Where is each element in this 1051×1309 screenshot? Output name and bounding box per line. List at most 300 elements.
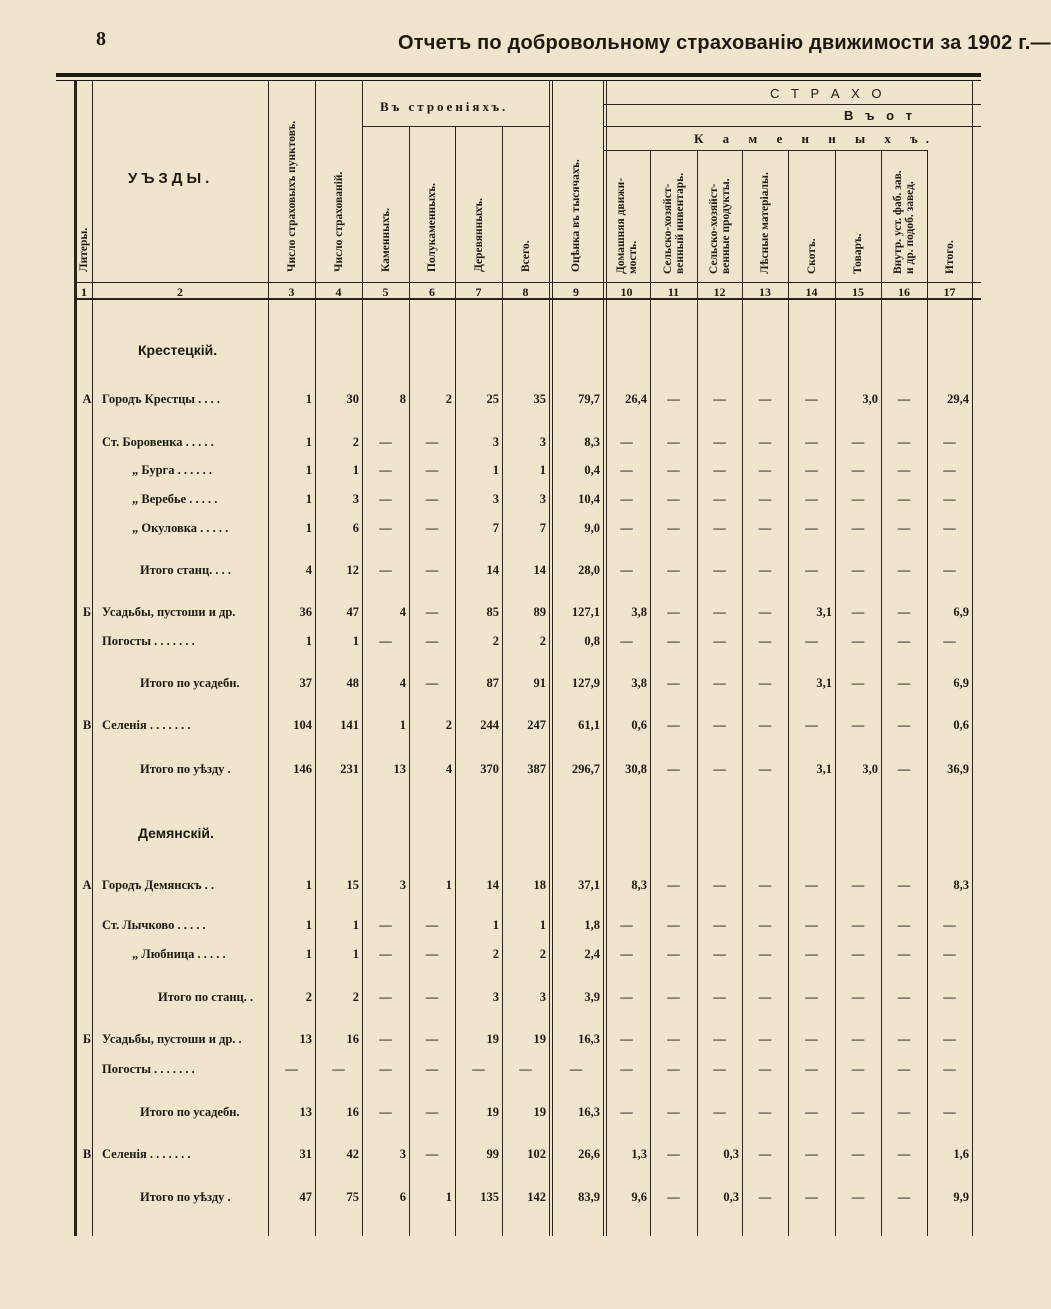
table-cell: — bbox=[713, 392, 726, 406]
table-cell: 75 bbox=[346, 1190, 359, 1204]
header-text-line: Литеры. bbox=[78, 227, 90, 272]
table-cell: — bbox=[425, 1147, 439, 1161]
header-text-line: венные продукты. bbox=[719, 178, 732, 274]
table-cell: — bbox=[713, 990, 726, 1004]
table-cell: — bbox=[943, 1032, 956, 1046]
table-cell: — bbox=[425, 492, 439, 506]
table-cell: — bbox=[758, 918, 772, 932]
table-row bbox=[76, 521, 981, 537]
row-label: Городъ Демянскъ . . bbox=[102, 878, 214, 892]
row-label: Итого по станц. . bbox=[158, 990, 254, 1004]
table-cell: — bbox=[758, 392, 772, 406]
table-cell: 0,3 bbox=[723, 1190, 739, 1204]
header-rule-stroeniya bbox=[362, 126, 549, 127]
table-cell: 61,1 bbox=[578, 718, 600, 732]
table-cell: — bbox=[851, 463, 865, 477]
table-cell: — bbox=[620, 435, 633, 449]
table-row bbox=[76, 878, 981, 894]
table-row bbox=[76, 392, 981, 408]
header-text-line: Итого. bbox=[943, 240, 956, 274]
table-cell: 29,4 bbox=[947, 392, 969, 406]
row-label: Ст. Лычково . . . . . bbox=[102, 918, 206, 932]
row-label: „ Любница . . . . . bbox=[132, 947, 226, 961]
row-litera: Б bbox=[82, 1032, 92, 1046]
table-cell: 3 bbox=[352, 492, 359, 506]
table-cell: 1 bbox=[305, 463, 312, 477]
row-label: Итого по усадебн. bbox=[140, 676, 240, 690]
table-cell: 141 bbox=[340, 718, 359, 732]
table-cell: 3,9 bbox=[584, 990, 600, 1004]
column-number: 13 bbox=[759, 285, 771, 299]
table-cell: 19 bbox=[533, 1105, 546, 1119]
row-label: „ Бурга . . . . . . bbox=[132, 463, 212, 477]
table-row bbox=[76, 1147, 981, 1163]
table-cell: 3 bbox=[399, 1147, 406, 1161]
table-row bbox=[76, 762, 981, 778]
table-cell: 3 bbox=[492, 435, 499, 449]
table-cell: — bbox=[943, 435, 956, 449]
table-cell: — bbox=[805, 463, 818, 477]
table-cell: — bbox=[897, 1032, 911, 1046]
table-cell: — bbox=[425, 1062, 439, 1076]
column-number: 9 bbox=[573, 285, 579, 299]
table-cell: — bbox=[379, 634, 392, 648]
table-cell: 2,4 bbox=[584, 947, 600, 961]
table-cell: 2 bbox=[492, 947, 499, 961]
table-cell: — bbox=[897, 605, 911, 619]
table-cell: — bbox=[805, 392, 818, 406]
row-label: Итого по усадебн. bbox=[140, 1105, 240, 1119]
table-row bbox=[76, 676, 981, 692]
row-label: Селенія . . . . . . . bbox=[102, 718, 191, 732]
table-cell: 2 bbox=[492, 634, 499, 648]
table-cell: 14 bbox=[533, 563, 546, 577]
table-cell: — bbox=[897, 1147, 911, 1161]
table-cell: 1 bbox=[305, 435, 312, 449]
row-label: Ст. Боровенка . . . . . bbox=[102, 435, 214, 449]
table-cell: 3,1 bbox=[816, 762, 832, 776]
table-cell: — bbox=[713, 521, 726, 535]
table-cell: — bbox=[425, 521, 439, 535]
table-cell: 85 bbox=[486, 605, 499, 619]
table-cell: — bbox=[897, 947, 911, 961]
table-cell: — bbox=[805, 634, 818, 648]
table-cell: — bbox=[805, 1147, 818, 1161]
table-cell: — bbox=[758, 1190, 772, 1204]
table-cell: 2 bbox=[445, 718, 452, 732]
header-text-line: Число страхованій. bbox=[332, 171, 345, 272]
table-cell: — bbox=[569, 1062, 583, 1076]
table-cell: 1 bbox=[445, 878, 452, 892]
table-cell: 1 bbox=[539, 463, 546, 477]
table-cell: 28,0 bbox=[578, 563, 600, 577]
table-cell: 13 bbox=[299, 1105, 312, 1119]
row-litera: В bbox=[82, 718, 92, 732]
row-litera: А bbox=[82, 392, 92, 406]
table-cell: — bbox=[667, 435, 680, 449]
table-cell: — bbox=[379, 521, 392, 535]
row-label: „ Веребье . . . . . bbox=[132, 492, 218, 506]
table-cell: — bbox=[943, 1062, 956, 1076]
table-row bbox=[76, 1190, 981, 1206]
table-cell: — bbox=[667, 718, 680, 732]
table-cell: 2 bbox=[305, 990, 312, 1004]
table-cell: — bbox=[667, 947, 680, 961]
table-cell: 370 bbox=[480, 762, 499, 776]
table-cell: — bbox=[805, 1105, 818, 1119]
table-cell: 91 bbox=[533, 676, 546, 690]
table-row bbox=[76, 1032, 981, 1048]
table-cell: 3 bbox=[492, 492, 499, 506]
table-cell: — bbox=[758, 1032, 772, 1046]
column-number: 2 bbox=[177, 285, 183, 299]
table-cell: 2 bbox=[539, 947, 546, 961]
header-kamennykh: К а м е н н ы х ъ. bbox=[694, 131, 938, 146]
table-cell: 4 bbox=[445, 762, 452, 776]
table-cell: 9,6 bbox=[631, 1190, 647, 1204]
column-number: 6 bbox=[429, 285, 435, 299]
table-cell: — bbox=[758, 1062, 772, 1076]
row-label: Погосты . . . . . . . bbox=[102, 634, 195, 648]
table-cell: 3,8 bbox=[631, 605, 647, 619]
table-cell: 1 bbox=[352, 463, 359, 477]
table-cell: 19 bbox=[486, 1032, 499, 1046]
table-cell: — bbox=[667, 521, 680, 535]
table-cell: — bbox=[897, 878, 911, 892]
table-cell: 387 bbox=[527, 762, 546, 776]
table-cell: — bbox=[713, 878, 726, 892]
table-cell: 4 bbox=[399, 676, 406, 690]
column-number: 11 bbox=[667, 285, 680, 299]
table-cell: 7 bbox=[539, 521, 546, 535]
row-label: Итого по уѣзду . bbox=[140, 762, 231, 776]
table-cell: — bbox=[758, 878, 772, 892]
column-number: 14 bbox=[805, 285, 818, 299]
table-cell: — bbox=[379, 435, 392, 449]
table-cell: — bbox=[805, 1190, 818, 1204]
table-cell: 37,1 bbox=[578, 878, 600, 892]
table-cell: — bbox=[667, 492, 680, 506]
table-row bbox=[76, 947, 981, 963]
table-cell: — bbox=[713, 563, 726, 577]
table-cell: — bbox=[667, 918, 680, 932]
table-cell: 1 bbox=[399, 718, 406, 732]
header-text-line: Внутр. уст. фаб. зав. bbox=[892, 170, 904, 274]
table-cell: — bbox=[758, 634, 772, 648]
table-cell: — bbox=[713, 918, 726, 932]
column-number: 5 bbox=[382, 285, 389, 299]
header-text-line: Число страховыхъ пунктовъ. bbox=[285, 120, 298, 272]
table-cell: — bbox=[667, 878, 680, 892]
table-row bbox=[76, 634, 981, 650]
table-row bbox=[76, 1062, 981, 1078]
table-cell: — bbox=[620, 918, 633, 932]
table-cell: — bbox=[425, 947, 439, 961]
header-text-line: Сельско-хозяйст- bbox=[707, 183, 720, 274]
table-cell: 127,1 bbox=[571, 605, 600, 619]
table-cell: 1 bbox=[352, 918, 359, 932]
column-number: 1 bbox=[81, 285, 87, 299]
table-cell: 6 bbox=[352, 521, 359, 535]
table-cell: — bbox=[897, 463, 911, 477]
table-cell: 25 bbox=[486, 392, 499, 406]
table-cell: — bbox=[897, 521, 911, 535]
table-cell: 16 bbox=[346, 1032, 359, 1046]
table-cell: 19 bbox=[486, 1105, 499, 1119]
table-cell: 1 bbox=[539, 918, 546, 932]
table-row bbox=[76, 605, 981, 621]
page-title: Отчетъ по добровольному страхованію движимости за 1902 г.— bbox=[398, 32, 1051, 54]
table-cell: — bbox=[667, 392, 680, 406]
column-number: 4 bbox=[335, 285, 342, 299]
table-cell: — bbox=[897, 392, 911, 406]
table-cell: 83,9 bbox=[578, 1190, 600, 1204]
table-cell: — bbox=[943, 947, 956, 961]
table-cell: — bbox=[758, 990, 772, 1004]
page-number: 8 bbox=[96, 28, 106, 50]
table-cell: — bbox=[713, 1032, 726, 1046]
table-row bbox=[76, 463, 981, 479]
table-cell: — bbox=[758, 676, 772, 690]
table-cell: 3 bbox=[539, 990, 546, 1004]
table-cell: — bbox=[425, 605, 439, 619]
table-cell: — bbox=[851, 718, 865, 732]
header-text-line: Скотъ. bbox=[805, 238, 818, 274]
row-label: „ Окуловка . . . . . bbox=[132, 521, 229, 535]
table-cell: 0,6 bbox=[953, 718, 969, 732]
table-cell: — bbox=[897, 918, 911, 932]
table-cell: 3 bbox=[492, 990, 499, 1004]
table-cell: 1 bbox=[445, 1190, 452, 1204]
table-cell: — bbox=[805, 1062, 818, 1076]
table-cell: 37 bbox=[299, 676, 312, 690]
table-cell: 1 bbox=[305, 947, 312, 961]
table-cell: 1,8 bbox=[584, 918, 600, 932]
row-litera: Б bbox=[82, 605, 92, 619]
table-cell: 9,9 bbox=[953, 1190, 969, 1204]
table-cell: — bbox=[897, 762, 911, 776]
table-cell: — bbox=[897, 1190, 911, 1204]
table-cell: — bbox=[758, 718, 772, 732]
table-cell: — bbox=[667, 1032, 680, 1046]
table-cell: 231 bbox=[340, 762, 359, 776]
table-cell: 0,3 bbox=[723, 1147, 739, 1161]
table-cell: 87 bbox=[486, 676, 499, 690]
table-cell: 1 bbox=[492, 918, 499, 932]
table-cell: 35 bbox=[533, 392, 546, 406]
table-cell: — bbox=[379, 918, 392, 932]
table-cell: — bbox=[285, 1062, 298, 1076]
table-cell: 9,0 bbox=[584, 521, 600, 535]
table-cell: 1 bbox=[305, 918, 312, 932]
header-rule-kamennykh bbox=[603, 150, 927, 151]
table-cell: — bbox=[851, 878, 865, 892]
table-cell: — bbox=[805, 563, 818, 577]
header-text-line: Деревянныхъ. bbox=[472, 197, 485, 272]
table-cell: — bbox=[713, 463, 726, 477]
table-cell: 48 bbox=[346, 676, 359, 690]
table-cell: — bbox=[897, 634, 911, 648]
table-row bbox=[76, 1105, 981, 1121]
table-cell: 102 bbox=[527, 1147, 546, 1161]
table-cell: 142 bbox=[527, 1190, 546, 1204]
table-cell: — bbox=[713, 947, 726, 961]
table-cell: — bbox=[713, 492, 726, 506]
row-litera: В bbox=[82, 1147, 92, 1161]
column-number: 16 bbox=[898, 285, 910, 299]
table-cell: — bbox=[667, 762, 680, 776]
table-cell: 18 bbox=[533, 878, 546, 892]
table-cell: — bbox=[379, 492, 392, 506]
table-cell: 6 bbox=[399, 1190, 406, 1204]
table-cell: 1 bbox=[352, 634, 359, 648]
table-cell: — bbox=[379, 1105, 392, 1119]
table-cell: — bbox=[851, 563, 865, 577]
table-cell: 4 bbox=[399, 605, 406, 619]
table-cell: — bbox=[851, 435, 865, 449]
table-cell: — bbox=[620, 1062, 633, 1076]
column-number: 3 bbox=[288, 285, 295, 299]
table-cell: — bbox=[851, 605, 865, 619]
row-litera: А bbox=[82, 878, 92, 892]
table-cell: 4 bbox=[305, 563, 312, 577]
table-cell: — bbox=[425, 918, 439, 932]
row-label: Погосты . . . . . . . bbox=[102, 1062, 195, 1076]
table-cell: — bbox=[805, 947, 818, 961]
top-rule-thin bbox=[56, 80, 981, 81]
table-cell: 6,9 bbox=[953, 676, 969, 690]
table-cell: 16,3 bbox=[578, 1105, 600, 1119]
table-cell: 8,3 bbox=[953, 878, 969, 892]
table-cell: 296,7 bbox=[571, 762, 600, 776]
table-cell: 135 bbox=[480, 1190, 499, 1204]
table-cell: — bbox=[758, 1147, 772, 1161]
table-cell: — bbox=[667, 1147, 680, 1161]
table-cell: — bbox=[667, 634, 680, 648]
column-number: 8 bbox=[522, 285, 529, 299]
header-rule-vot bbox=[603, 126, 981, 127]
table-cell: 1 bbox=[305, 521, 312, 535]
table-cell: — bbox=[713, 435, 726, 449]
table-cell: — bbox=[805, 718, 818, 732]
table-cell: 6,9 bbox=[953, 605, 969, 619]
table-cell: — bbox=[943, 918, 956, 932]
header-text-line: Лѣсные матеріалы. bbox=[759, 172, 771, 274]
table-row bbox=[76, 492, 981, 508]
table-cell: 13 bbox=[393, 762, 406, 776]
table-cell: — bbox=[667, 1062, 680, 1076]
table-cell: — bbox=[758, 1105, 772, 1119]
table-cell: 16,3 bbox=[578, 1032, 600, 1046]
table-cell: — bbox=[758, 563, 772, 577]
table-cell: 42 bbox=[346, 1147, 359, 1161]
table-cell: 47 bbox=[346, 605, 359, 619]
table-cell: 15 bbox=[346, 878, 359, 892]
header-v-stroeniyakh: Въ строеніяхъ. bbox=[380, 99, 509, 114]
table-cell: — bbox=[851, 634, 865, 648]
header-text-line: и др. подоб. завед. bbox=[904, 181, 916, 274]
table-cell: 13 bbox=[299, 1032, 312, 1046]
table-cell: — bbox=[851, 1190, 865, 1204]
table-cell: — bbox=[897, 718, 911, 732]
header-text-line: Сельско-хозяйст- bbox=[661, 183, 674, 274]
table-cell: — bbox=[332, 1062, 345, 1076]
table-cell: 146 bbox=[293, 762, 312, 776]
table-cell: — bbox=[851, 492, 865, 506]
table-cell: — bbox=[713, 1062, 726, 1076]
table-cell: — bbox=[620, 990, 633, 1004]
row-label: Итого по уѣзду . bbox=[140, 1190, 231, 1204]
table-cell: 104 bbox=[293, 718, 312, 732]
table-cell: — bbox=[667, 463, 680, 477]
table-cell: — bbox=[620, 1105, 633, 1119]
table-cell: — bbox=[851, 947, 865, 961]
header-bottom-rule bbox=[74, 282, 981, 283]
table-cell: 8,3 bbox=[584, 435, 600, 449]
table-cell: 0,4 bbox=[584, 463, 600, 477]
table-cell: — bbox=[425, 435, 439, 449]
header-v-ot: В ъ о т bbox=[844, 108, 917, 123]
header-text-line: мость. bbox=[626, 240, 639, 274]
table-cell: — bbox=[851, 1032, 865, 1046]
table-row bbox=[76, 563, 981, 579]
table-cell: — bbox=[943, 634, 956, 648]
table-cell: — bbox=[620, 947, 633, 961]
table-cell: 30,8 bbox=[625, 762, 647, 776]
table-cell: — bbox=[851, 990, 865, 1004]
table-cell: 79,7 bbox=[578, 392, 600, 406]
table-cell: — bbox=[758, 463, 772, 477]
table-cell: — bbox=[943, 563, 956, 577]
table-cell: — bbox=[713, 634, 726, 648]
table-cell: — bbox=[713, 718, 726, 732]
table-cell: 3,0 bbox=[862, 392, 878, 406]
column-number: 7 bbox=[475, 285, 482, 299]
table-cell: — bbox=[805, 918, 818, 932]
table-cell: — bbox=[379, 1032, 392, 1046]
header-rule-strakho bbox=[603, 104, 981, 105]
table-cell: 3,1 bbox=[816, 605, 832, 619]
table-cell: 7 bbox=[492, 521, 499, 535]
column-number: 15 bbox=[852, 285, 864, 299]
table-cell: — bbox=[667, 563, 680, 577]
table-cell: — bbox=[897, 435, 911, 449]
table-cell: — bbox=[758, 435, 772, 449]
section-title: Демянскій. bbox=[138, 825, 214, 841]
table-cell: — bbox=[379, 1062, 392, 1076]
table-cell: — bbox=[851, 918, 865, 932]
table-cell: — bbox=[897, 1062, 911, 1076]
table-cell: — bbox=[805, 990, 818, 1004]
table-cell: — bbox=[758, 605, 772, 619]
column-number: 12 bbox=[713, 285, 726, 299]
table-cell: — bbox=[379, 947, 392, 961]
table-cell: 30 bbox=[346, 392, 359, 406]
table-cell: — bbox=[758, 947, 772, 961]
table-cell: — bbox=[713, 605, 726, 619]
row-label: Итого станц. . . . bbox=[140, 563, 232, 577]
row-label: Городъ Крестцы . . . . bbox=[102, 392, 221, 406]
table-cell: — bbox=[713, 676, 726, 690]
table-cell: — bbox=[713, 1105, 726, 1119]
table-cell: — bbox=[425, 563, 439, 577]
table-cell: 2 bbox=[352, 990, 359, 1004]
table-cell: 0,6 bbox=[631, 718, 647, 732]
table-cell: 36,9 bbox=[947, 762, 969, 776]
row-label: Усадьбы, пустоши и др. bbox=[102, 605, 236, 619]
table-cell: — bbox=[758, 521, 772, 535]
row-label: Усадьбы, пустоши и др. . bbox=[102, 1032, 242, 1046]
